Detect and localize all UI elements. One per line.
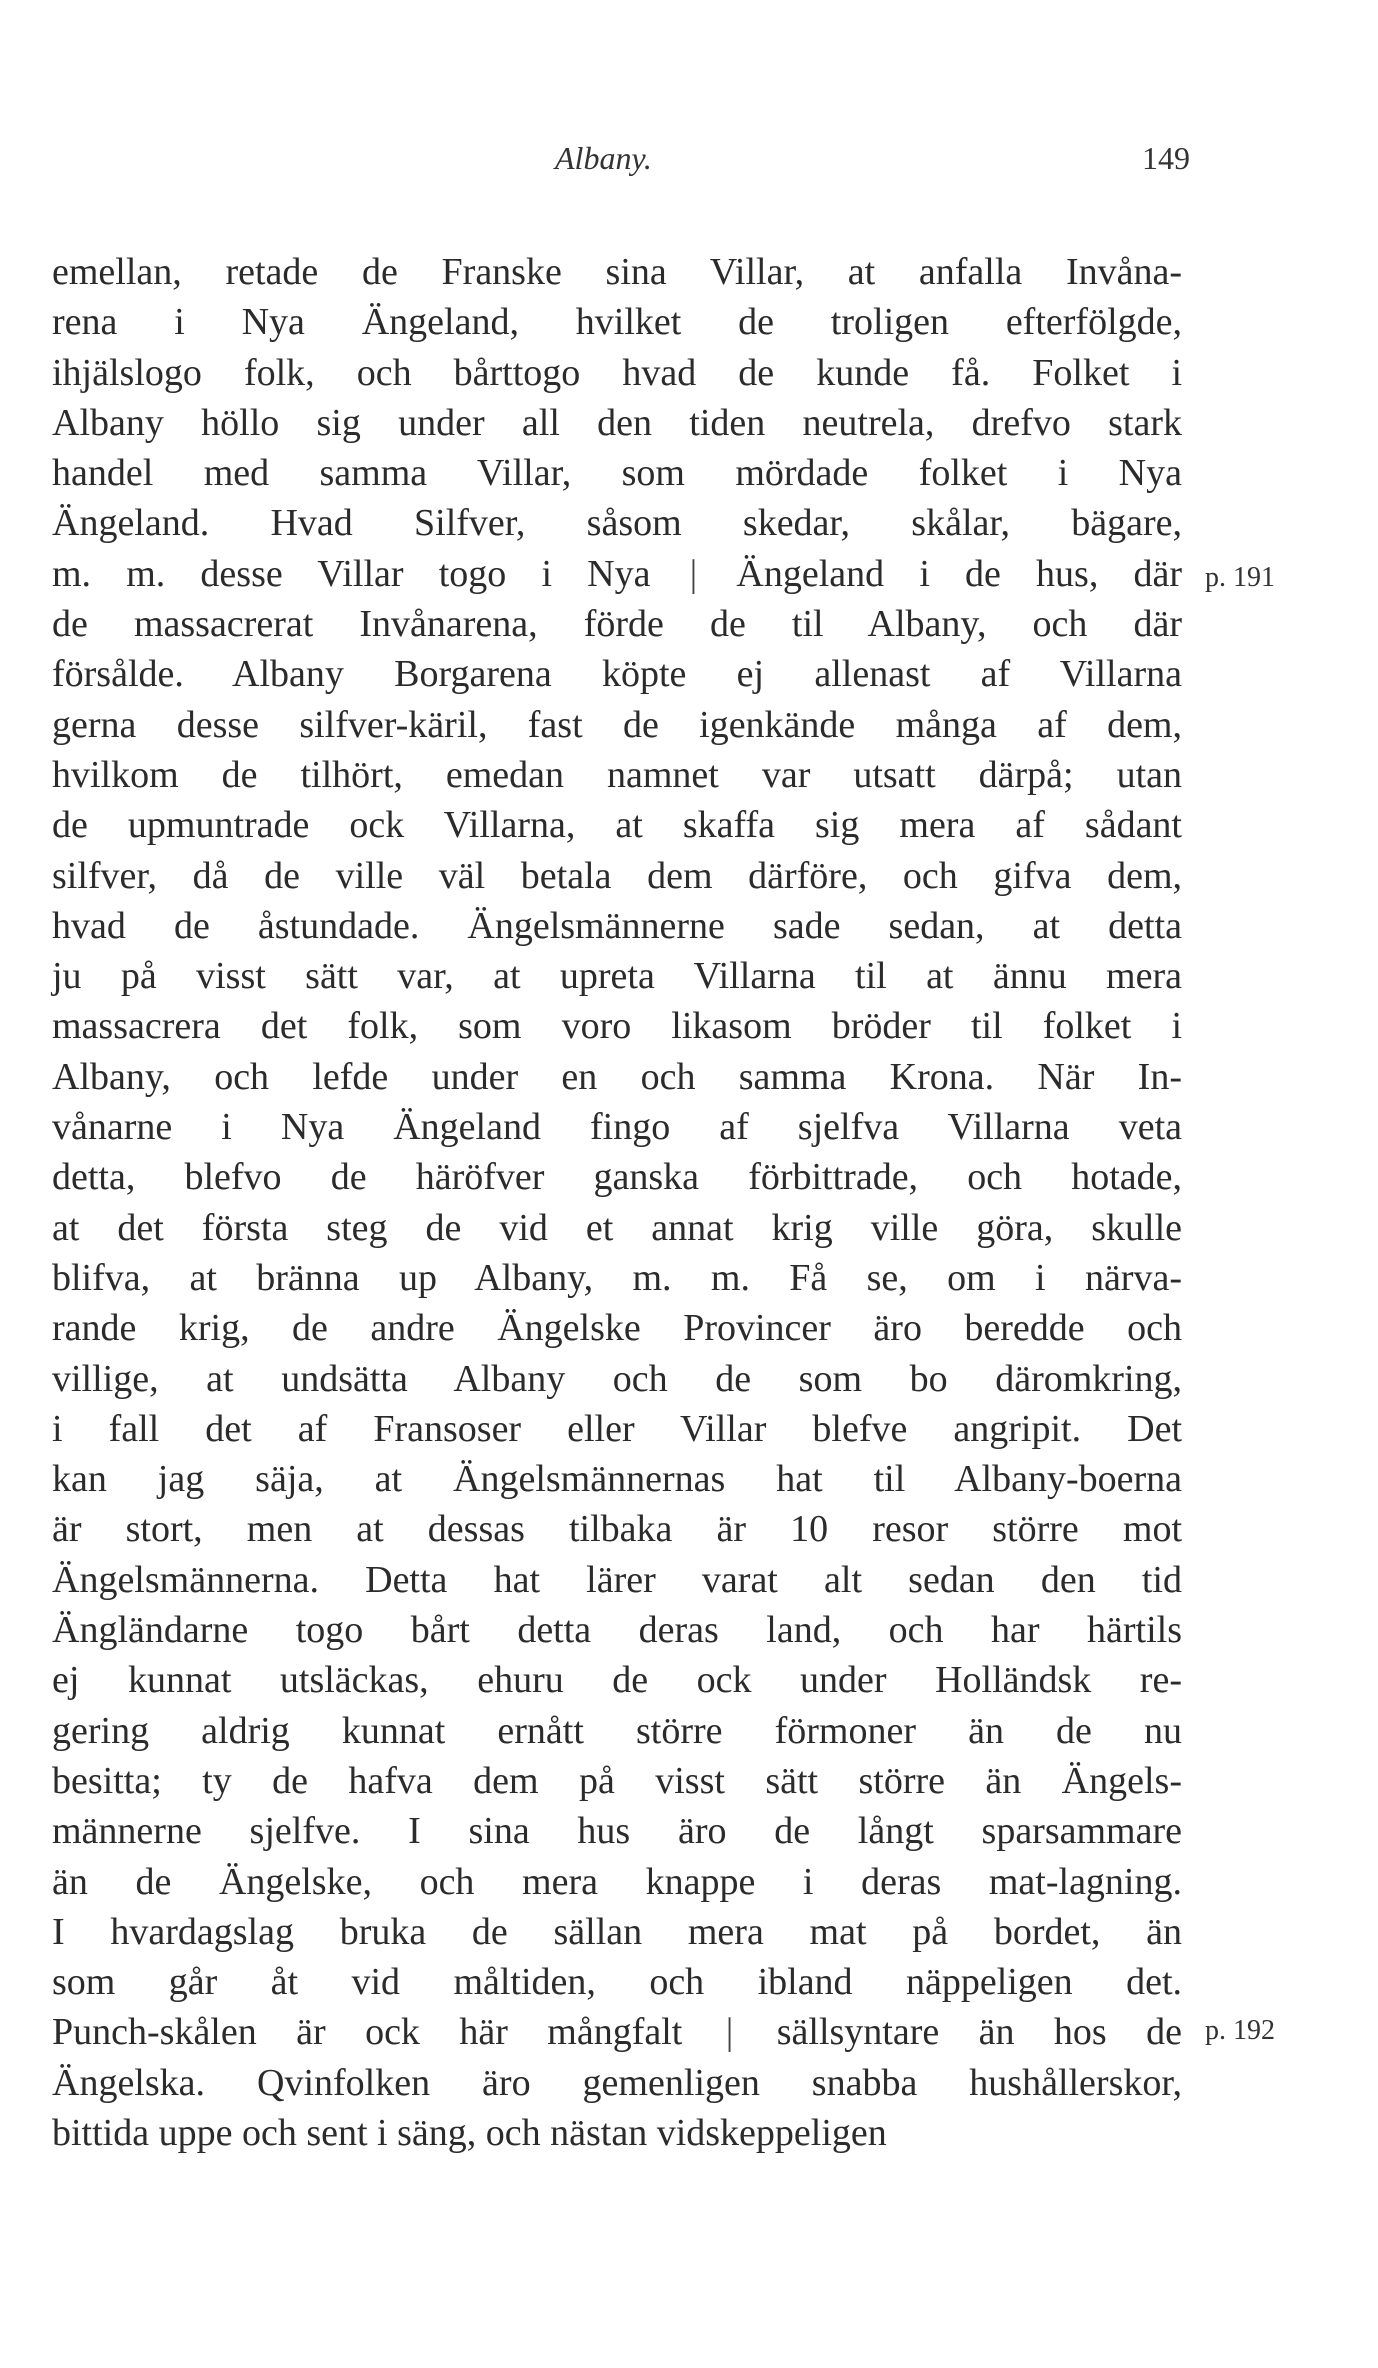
text-line-with-page-break: [52, 2007, 1182, 2057]
text-segment: Punch-skålen är ock här mångfalt: [52, 2011, 683, 2054]
text-line: i fall det af Fransoser eller Villar blefve angripit. Det: [52, 1407, 1182, 1450]
text-line: än de Ängelske, och mera knappe i deras mat-lagning.: [52, 1860, 1182, 1903]
page-number: 149: [1142, 140, 1190, 176]
text-line: ihjälslogo folk, och bårttogo hvad de kunde få. Folket i: [52, 351, 1182, 394]
text-line: Albany höllo sig under all den tiden neutrela, drefvo stark: [52, 401, 1182, 444]
text-line: hvad de åstundade. Ängelsmännerne sade sedan, at detta: [52, 904, 1182, 947]
text-line: hvilkom de tilhört, emedan namnet var utsatt därpå; utan: [52, 753, 1182, 796]
page-break-marker: |: [725, 2011, 734, 2054]
text-line: Albany, och lefde under en och samma Krona. När In-: [52, 1055, 1182, 1098]
text-line: Ängeland. Hvad Silfver, såsom skedar, skålar, bägare,: [52, 502, 1182, 545]
text-line: ej kunnat utsläckas, ehuru de ock under Holländsk re-: [52, 1659, 1182, 1702]
body-text: [52, 247, 1182, 2158]
text-line: villige, at undsätta Albany och de som bo däromkring,: [52, 1357, 1182, 1400]
text-line: I hvardagslag bruka de sällan mera mat på bordet, än: [52, 1910, 1182, 1953]
text-segment: sällsyntare än hos de: [776, 2011, 1182, 2054]
text-line: Ängelska. Qvinfolken äro gemenligen snabba hushållerskor,: [52, 2061, 1182, 2104]
margin-page-reference: p. 191: [1205, 562, 1275, 593]
text-line: kan jag säja, at Ängelsmännernas hat til Albany-boerna: [52, 1458, 1182, 1501]
text-line: gering aldrig kunnat ernått större förmoner än de nu: [52, 1709, 1182, 1752]
text-line-with-page-break: [52, 549, 1182, 599]
text-line: bittida uppe och sent i säng, och nästan vidskeppeligen: [52, 2111, 887, 2154]
text-line: detta, blefvo de häröfver ganska förbittrade, och hotade,: [52, 1156, 1182, 1199]
page-break-marker: |: [689, 552, 698, 595]
text-line: som går åt vid måltiden, och ibland näppeligen det.: [52, 1961, 1182, 2004]
text-line: blifva, at bränna up Albany, m. m. Få se, om i närva-: [52, 1256, 1182, 1299]
text-line: är stort, men at dessas tilbaka är 10 resor större mot: [52, 1508, 1182, 1551]
text-line: at det första steg de vid et annat krig ville göra, skulle: [52, 1206, 1182, 1249]
text-line: besitta; ty de hafva dem på visst sätt större än Ängels-: [52, 1759, 1182, 1802]
margin-page-reference: p. 192: [1205, 2015, 1275, 2046]
text-line: gerna desse silfver-käril, fast de igenkände många af dem,: [52, 703, 1182, 746]
text-line: silfver, då de ville väl betala dem därföre, och gifva dem,: [52, 854, 1182, 897]
text-line: handel med samma Villar, som mördade folket i Nya: [52, 452, 1182, 495]
text-line: rande krig, de andre Ängelske Provincer äro beredde och: [52, 1307, 1182, 1350]
text-segment: Ängeland i de hus, där: [736, 552, 1183, 595]
text-line: försålde. Albany Borgarena köpte ej allenast af Villarna: [52, 653, 1182, 696]
text-line: vånarne i Nya Ängeland fingo af sjelfva Villarna veta: [52, 1106, 1182, 1149]
text-line: Ängländarne togo bårt detta deras land, och har härtils: [52, 1609, 1182, 1652]
text-line: rena i Nya Ängeland, hvilket de troligen efterfölgde,: [52, 301, 1182, 344]
text-line: ju på visst sätt var, at upreta Villarna til at ännu mera: [52, 955, 1182, 998]
text-line: massacrera det folk, som voro likasom bröder til folket i: [52, 1005, 1182, 1048]
text-line: emellan, retade de Franske sina Villar, at anfalla Invåna-: [52, 251, 1182, 293]
text-segment: m. m. desse Villar togo i Nya: [52, 552, 651, 595]
text-line: de upmuntrade ock Villarna, at skaffa sig mera af sådant: [52, 804, 1182, 847]
text-line: Ängelsmännerna. Detta hat lärer varat alt sedan den tid: [52, 1558, 1182, 1601]
text-line: männerne sjelfve. I sina hus äro de långt sparsammare: [52, 1810, 1182, 1853]
text-line: de massacrerat Invånarena, förde de til Albany, och där: [52, 603, 1182, 646]
running-head: Albany.: [555, 140, 652, 176]
